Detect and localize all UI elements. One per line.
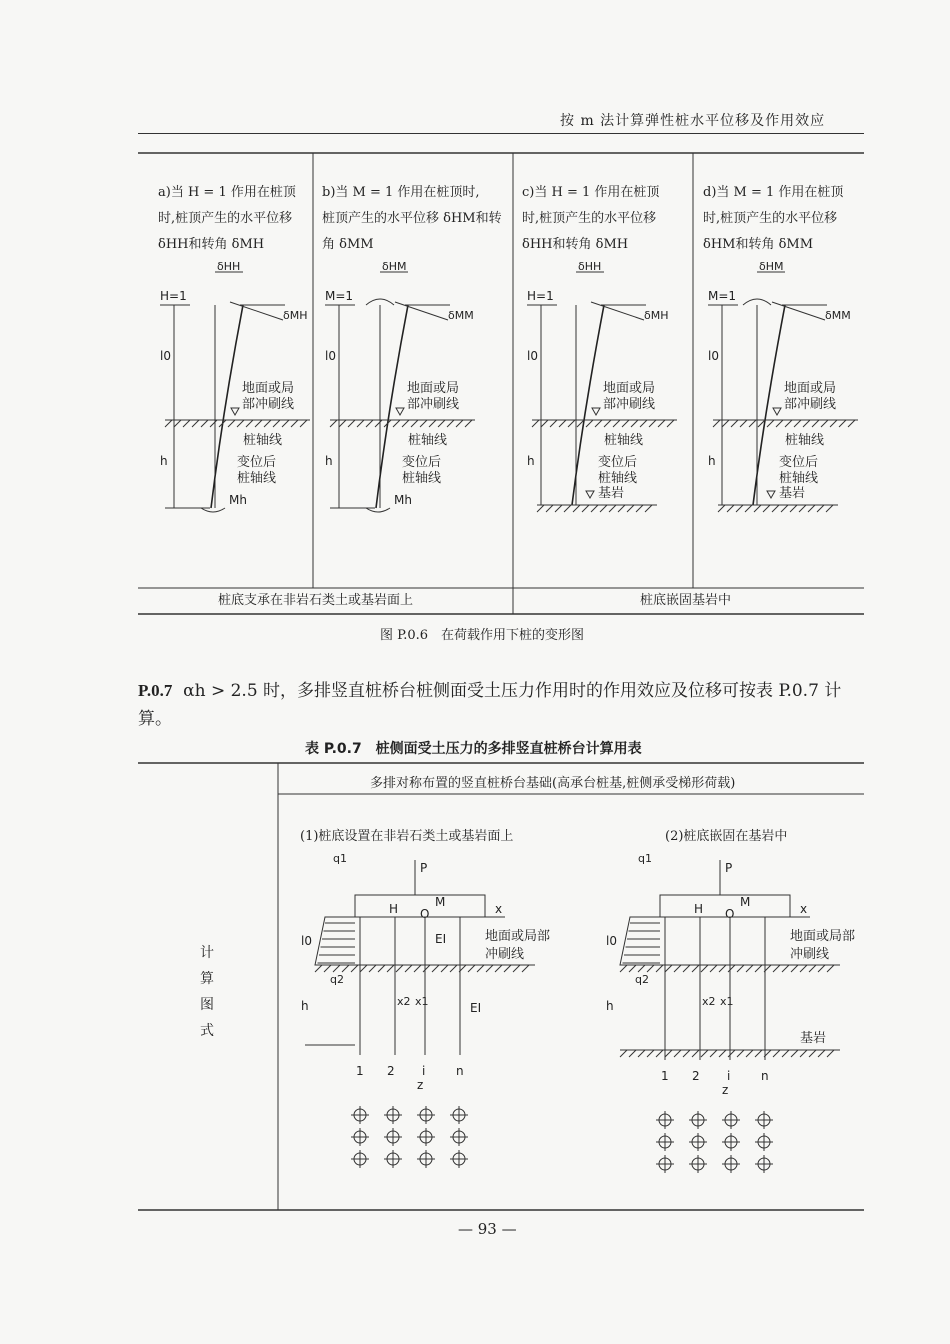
h-label: h (325, 454, 333, 468)
x-label: x (495, 902, 503, 916)
panel-b-caption: b)当 M = 1 作用在桩顶时, 桩顶产生的水平位移 δHM和转 角 δMM (322, 185, 502, 252)
deformed-label-2: 桩轴线 (402, 471, 442, 486)
h-label: h (527, 454, 535, 468)
delta-top-label: δHM (759, 260, 784, 273)
deformed-label-1: 变位后 (402, 455, 442, 470)
H-label: H (389, 902, 399, 916)
table-diagrams (0, 840, 950, 1180)
x1-label: x1 (720, 995, 734, 1008)
axis-label: 桩轴线 (243, 433, 283, 448)
case2-title: (2)桩底嵌固在基岩中 (665, 829, 788, 844)
ground-label-1: 地面或局部 (790, 929, 856, 944)
table-header: 多排对称布置的竖直桩桥台基础(高承台桩基,桩侧承受梯形荷载) (370, 776, 736, 791)
h-label: h (301, 999, 309, 1013)
x2-label: x2 (702, 995, 716, 1008)
moment-arrow (201, 508, 225, 512)
footer-left: 桩底支承在非岩石类土或基岩面上 (218, 593, 414, 608)
deformed-label-1: 变位后 (598, 455, 638, 470)
pile-i-label: i (422, 1064, 426, 1078)
panel-load-label: H=1 (160, 289, 187, 303)
pile-n-label: n (456, 1064, 464, 1078)
h-label: h (606, 999, 614, 1013)
section-paragraph (138, 677, 868, 733)
pile-i-label: i (727, 1069, 731, 1083)
deformed-label-1: 变位后 (237, 455, 277, 470)
l0-label: l0 (325, 349, 336, 363)
panel-c (527, 260, 677, 512)
x1-label: x1 (415, 995, 429, 1008)
ground-label-2: 冲刷线 (790, 947, 830, 962)
panel-load-label: M=1 (708, 289, 737, 303)
ground-hatch (713, 420, 858, 427)
trapezoid-load (315, 917, 355, 965)
panel-a-caption: a)当 H = 1 作用在桩顶 时,桩顶产生的水平位移 δHH和转角 δMH (158, 185, 296, 252)
bedrock-symbol (586, 491, 594, 498)
axis-label: 桩轴线 (408, 433, 448, 448)
panel-d-caption: d)当 M = 1 作用在桩顶 时,桩顶产生的水平位移 δHM和转角 δMM (703, 185, 844, 252)
x-label: x (800, 902, 808, 916)
ground-label-2: 部冲刷线 (242, 397, 295, 412)
delta-side-label: δMM (448, 309, 474, 322)
H-label: H (694, 902, 704, 916)
ground-label-1: 地面或局部 (485, 929, 551, 944)
running-header: 按 m 法计算弹性桩水平位移及作用效应 (560, 113, 826, 129)
delta-side-label: δMH (644, 309, 669, 322)
panel-a (160, 260, 310, 512)
bedrock-label: 基岩 (598, 486, 625, 501)
water-symbol (773, 408, 781, 415)
panel-d (708, 260, 858, 512)
EI-label-1: EI (435, 932, 447, 946)
P-label: P (420, 861, 428, 875)
bedrock-label: 基岩 (779, 486, 806, 501)
M-label: M (740, 895, 751, 909)
delta-top-label: δHM (382, 260, 407, 273)
figure-caption: 图 P.0.6 在荷载作用下桩的变形图 (380, 628, 585, 643)
pile-1-label: 1 (356, 1064, 364, 1078)
top-moment-arrow (366, 299, 394, 305)
deformed-label-2: 桩轴线 (598, 471, 638, 486)
axis-label: 桩轴线 (785, 433, 825, 448)
l0-label: l0 (160, 349, 171, 363)
P-label: P (725, 861, 733, 875)
bedrock-symbol (767, 491, 775, 498)
water-symbol (396, 408, 404, 415)
ground-label-1: 地面或局 (784, 381, 837, 396)
pile-1-label: 1 (661, 1069, 669, 1083)
trapezoid-load (620, 917, 660, 965)
page-number: — 93 — (458, 1220, 517, 1238)
delta-side-label: δMM (825, 309, 851, 322)
q2-label: q2 (330, 973, 344, 986)
ground-label-1: 地面或局 (242, 381, 295, 396)
table-title: 表 P.0.7 桩侧面受土压力的多排竖直桩桥台计算用表 (305, 741, 642, 757)
deformed-label-1: 变位后 (779, 455, 819, 470)
ground-label-2: 部冲刷线 (407, 397, 460, 412)
l0-label: l0 (606, 934, 617, 948)
h-label: h (708, 454, 716, 468)
deformed-label-2: 桩轴线 (779, 471, 819, 486)
panel-c-caption: c)当 H = 1 作用在桩顶 时,桩顶产生的水平位移 δHH和转角 δMH (522, 185, 660, 252)
M-label: M (435, 895, 446, 909)
panel-b (325, 260, 475, 512)
pile-n-label: n (761, 1069, 769, 1083)
panel-load-label: H=1 (527, 289, 554, 303)
x2-label: x2 (397, 995, 411, 1008)
ground-hatch (532, 420, 677, 427)
l0-label: l0 (708, 349, 719, 363)
water-symbol (592, 408, 600, 415)
q1-label: q1 (333, 852, 347, 865)
q2-label: q2 (635, 973, 649, 986)
axis-label: 桩轴线 (604, 433, 644, 448)
l0-label: l0 (527, 349, 538, 363)
bedrock-hatch (537, 505, 657, 512)
delta-top-label: δHH (217, 260, 241, 273)
ground-label-2: 部冲刷线 (603, 397, 656, 412)
ground-label-2: 冲刷线 (485, 947, 525, 962)
z-label: z (417, 1078, 424, 1092)
bedrock-hatch (718, 505, 838, 512)
bedrock-label: 基岩 (800, 1031, 827, 1046)
h-label: h (160, 454, 168, 468)
case2-diagram (606, 852, 855, 1173)
top-moment-arrow (743, 299, 771, 305)
ground-hatch (165, 420, 310, 427)
pile-deformation-panels (0, 250, 950, 530)
EI-label-2: EI (470, 1001, 482, 1015)
deformed-label-2: 桩轴线 (237, 471, 277, 486)
section-number: P.0.7 (138, 681, 173, 700)
moment-arrow (366, 508, 390, 512)
pile-2-label: 2 (387, 1064, 395, 1078)
O-label: O (420, 907, 430, 921)
pile-2-label: 2 (692, 1069, 700, 1083)
O-label: O (725, 907, 735, 921)
delta-top-label: δHH (578, 260, 602, 273)
z-label: z (722, 1083, 729, 1097)
delta-side-label: δMH (283, 309, 308, 322)
ground-label-1: 地面或局 (603, 381, 656, 396)
footer-right: 桩底嵌固基岩中 (640, 593, 732, 608)
moment-label: Mh (394, 493, 412, 507)
row-label: 计 算 图 式 (200, 945, 214, 1039)
ground-label-1: 地面或局 (407, 381, 460, 396)
water-symbol (231, 408, 239, 415)
ground-hatch (330, 420, 475, 427)
q1-label: q1 (638, 852, 652, 865)
moment-label: Mh (229, 493, 247, 507)
section-text: αh > 2.5 时，多排竖直桩桥台桩侧面受土压力作用时的作用效应及位移可按表 P.0.7 计算。 (138, 681, 842, 729)
panel-load-label: M=1 (325, 289, 354, 303)
ground-label-2: 部冲刷线 (784, 397, 837, 412)
l0-label: l0 (301, 934, 312, 948)
case1-title: (1)桩底设置在非岩石类土或基岩面上 (300, 829, 514, 844)
case1-diagram (301, 852, 550, 1168)
